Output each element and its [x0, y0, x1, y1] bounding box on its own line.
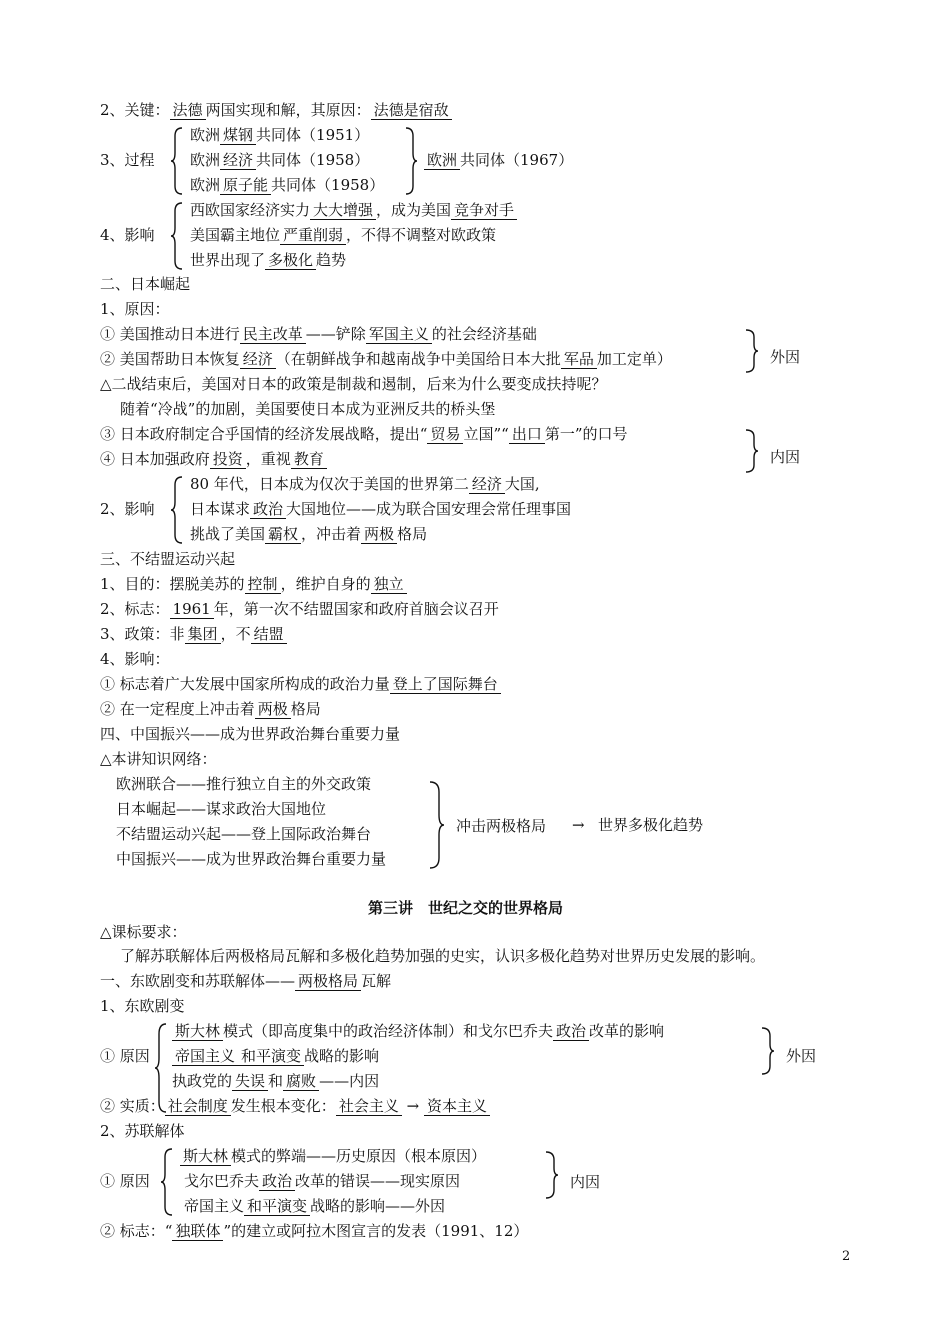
blank-answer: 军品	[561, 350, 597, 369]
blank-answer: 法德是宿敌	[371, 101, 452, 120]
cause-label: ① 原因	[100, 1047, 150, 1065]
right-brace	[428, 780, 446, 870]
external-cause-label: 外因	[770, 348, 801, 366]
lecture-title: 第三讲 世纪之交的世界格局	[368, 899, 564, 917]
network-item: 中国振兴——成为世界政治舞台重要力量	[116, 850, 387, 868]
blank-answer: 失误	[232, 1072, 268, 1091]
process-result: 欧洲 共同体（1967）	[424, 150, 573, 170]
cause-item: ② 美国帮助日本恢复 经济 （在朝鲜战争和越南战争中美国给日本大批 军品 加工定单）	[100, 350, 672, 368]
blank-answer: 军国主义	[366, 325, 432, 344]
right-brace	[760, 1026, 776, 1076]
blank-answer: 斯大林	[172, 1022, 223, 1041]
right-brace	[544, 1150, 560, 1200]
arrow-icon: →	[406, 1097, 420, 1115]
external-cause-label: 外因	[786, 1047, 817, 1065]
cause-row: 执政党的 失误 和 腐败 ——内因	[172, 1072, 380, 1090]
right-brace	[744, 428, 760, 474]
point: 4、影响：	[100, 650, 170, 668]
text: 两国实现和解，其原因：	[205, 101, 371, 119]
section-heading: 四、中国振兴——成为世界政治舞台重要力量	[100, 725, 401, 743]
blank-answer: 两极格局	[295, 972, 361, 991]
sub-heading: 1、东欧剧变	[100, 997, 185, 1015]
blank-answer: 多极化	[265, 251, 316, 270]
cause-row: 戈尔巴乔夫 政治 改革的错误——现实原因	[184, 1172, 461, 1190]
blank-answer: 政治	[553, 1022, 589, 1041]
question: △二战结束后，美国对日本的政策是制裁和遏制，后来为什么要变成扶持呢？	[100, 375, 607, 393]
blank-answer: 大大增强	[310, 201, 376, 220]
blank-answer: 社会主义	[336, 1097, 402, 1116]
standard-label: △课标要求：	[100, 923, 187, 941]
blank-answer: 严重削弱	[280, 226, 346, 245]
answer: 随着“冷战”的加剧，美国要使日本成为亚洲反共的桥头堡	[120, 400, 496, 418]
blank-answer: 投资	[210, 450, 246, 469]
process-label: 3、过程	[100, 151, 155, 169]
blank-answer: 独联体	[172, 1222, 223, 1241]
blank-answer: 欧洲	[424, 151, 460, 170]
cause-row: 斯大林 模式（即高度集中的政治经济体制）和戈尔巴乔夫 政治 改革的影响	[172, 1021, 664, 1041]
impact-row: 挑战了美国 霸权 ，冲击着 两极 格局	[190, 525, 428, 543]
blank-answer: 竞争对手	[451, 201, 517, 220]
blank-answer: 教育	[291, 450, 327, 469]
impact-row: 美国霸主地位 严重削弱 ，不得不调整对欧政策	[190, 226, 497, 244]
process-row: 欧洲 煤钢 共同体（1951）	[190, 126, 370, 144]
part-heading: 一、东欧剧变和苏联解体—— 两极格局 瓦解	[100, 972, 392, 990]
blank-answer: 帝国主义	[172, 1047, 238, 1066]
point: ① 标志着广大发展中国家所构成的政治力量 登上了国际舞台	[100, 674, 501, 694]
blank-answer: 斯大林	[180, 1147, 231, 1166]
cause-label: 1、原因：	[100, 300, 170, 318]
blank-answer: 社会制度	[165, 1097, 231, 1116]
blank-answer: 控制	[245, 575, 281, 594]
blank-answer: 民主改革	[240, 325, 306, 344]
blank-answer: 贸易	[427, 425, 463, 444]
page-number: 2	[842, 1249, 851, 1264]
network-item: 不结盟运动兴起——登上国际政治舞台	[116, 825, 372, 843]
cause-item: ④ 日本加强政府 投资 ，重视 教育	[100, 449, 327, 469]
process-row: 欧洲 原子能 共同体（1958）	[190, 176, 385, 194]
standard-text: 了解苏联解体后两极格局瓦解和多极化趋势加强的史实，认识多极化趋势对世界历史发展的影响。	[120, 947, 766, 965]
network-impact: 冲击两极格局	[456, 817, 547, 835]
left-brace	[170, 126, 184, 196]
left-brace	[170, 201, 184, 271]
blank-answer: 政治	[250, 500, 286, 519]
sub-heading: 2、苏联解体	[100, 1122, 185, 1140]
text: 2、关键：	[100, 101, 170, 119]
sign-line: ② 标志：“ 独联体 ”的建立或阿拉木图宣言的发表（1991、12）	[100, 1222, 529, 1240]
blank-answer: 经济	[240, 350, 276, 369]
impact-row: 日本谋求 政治 大国地位——成为联合国安理会常任理事国	[190, 500, 572, 518]
impact-row: 世界出现了 多极化 趋势	[190, 251, 347, 269]
section-heading: 二、日本崛起	[100, 275, 191, 293]
blank-answer: 1961	[170, 600, 214, 619]
cause-label: ① 原因	[100, 1172, 150, 1190]
blank-answer: 集团	[185, 625, 221, 644]
blank-answer: 出口	[509, 425, 545, 444]
cause-item: ① 美国推动日本进行 民主改革 ——铲除 军国主义 的社会经济基础	[100, 325, 537, 343]
point: ② 在一定程度上冲击着 两极 格局	[100, 700, 321, 718]
right-brace	[404, 126, 418, 196]
essence-line: ② 实质： 社会制度 发生根本变化： 社会主义 → 资本主义	[100, 1096, 490, 1116]
point: 2、标志： 1961 年，第一次不结盟国家和政府首脑会议召开	[100, 600, 499, 618]
network-item: 欧洲联合——推行独立自主的外交政策	[116, 775, 372, 793]
left-brace	[170, 475, 184, 545]
arrow-icon: →	[572, 816, 585, 834]
blank-answer: 经济	[469, 475, 505, 494]
blank-answer: 霸权	[265, 525, 301, 544]
point: 3、政策：非 集团 ，不 结盟	[100, 624, 287, 644]
left-brace	[160, 1147, 174, 1217]
process-row: 欧洲 经济 共同体（1958）	[190, 151, 370, 169]
blank-answer: 经济	[220, 151, 256, 170]
section-heading: 三、不结盟运动兴起	[100, 550, 236, 568]
blank-answer: 和平演变	[244, 1197, 310, 1216]
impact-row: 80 年代，日本成为仅次于美国的世界第二 经济 大国,	[190, 475, 540, 493]
blank-answer: 和平演变	[238, 1047, 304, 1066]
blank-answer: 煤钢	[220, 126, 256, 145]
network-title: △本讲知识网络：	[100, 750, 217, 768]
key-line	[100, 100, 452, 120]
network-item: 日本崛起——谋求政治大国地位	[116, 800, 327, 818]
blank-answer: 政治	[259, 1172, 295, 1191]
blank-answer: 两极	[361, 525, 397, 544]
cause-row: 帝国主义 和平演变 战略的影响	[172, 1046, 379, 1066]
cause-row: 帝国主义 和平演变 战略的影响——外因	[184, 1197, 446, 1215]
blank-answer: 资本主义	[424, 1097, 490, 1116]
cause-item: ③ 日本政府制定合乎国情的经济发展战略，提出“ 贸易 立国”“ 出口 第一”的口号	[100, 425, 628, 443]
blank-answer: 法德	[170, 101, 206, 120]
impact-label: 2、影响	[100, 500, 155, 518]
cause-row: 斯大林 模式的弊端——历史原因（根本原因）	[180, 1146, 486, 1166]
internal-cause-label: 内因	[570, 1173, 601, 1191]
right-brace	[744, 328, 760, 374]
blank-answer: 独立	[371, 575, 407, 594]
impact-label: 4、影响	[100, 226, 155, 244]
internal-cause-label: 内因	[770, 448, 801, 466]
point: 1、目的：摆脱美苏的 控制 ，维护自身的 独立	[100, 574, 407, 594]
blank-answer: 登上了国际舞台	[390, 675, 501, 694]
blank-answer: 结盟	[251, 625, 287, 644]
network-trend: 世界多极化趋势	[598, 816, 704, 834]
blank-answer: 两极	[255, 700, 291, 719]
blank-answer: 原子能	[220, 176, 271, 195]
impact-row: 西欧国家经济实力 大大增强 ，成为美国 竞争对手	[190, 200, 517, 220]
blank-answer: 腐败	[283, 1072, 319, 1091]
